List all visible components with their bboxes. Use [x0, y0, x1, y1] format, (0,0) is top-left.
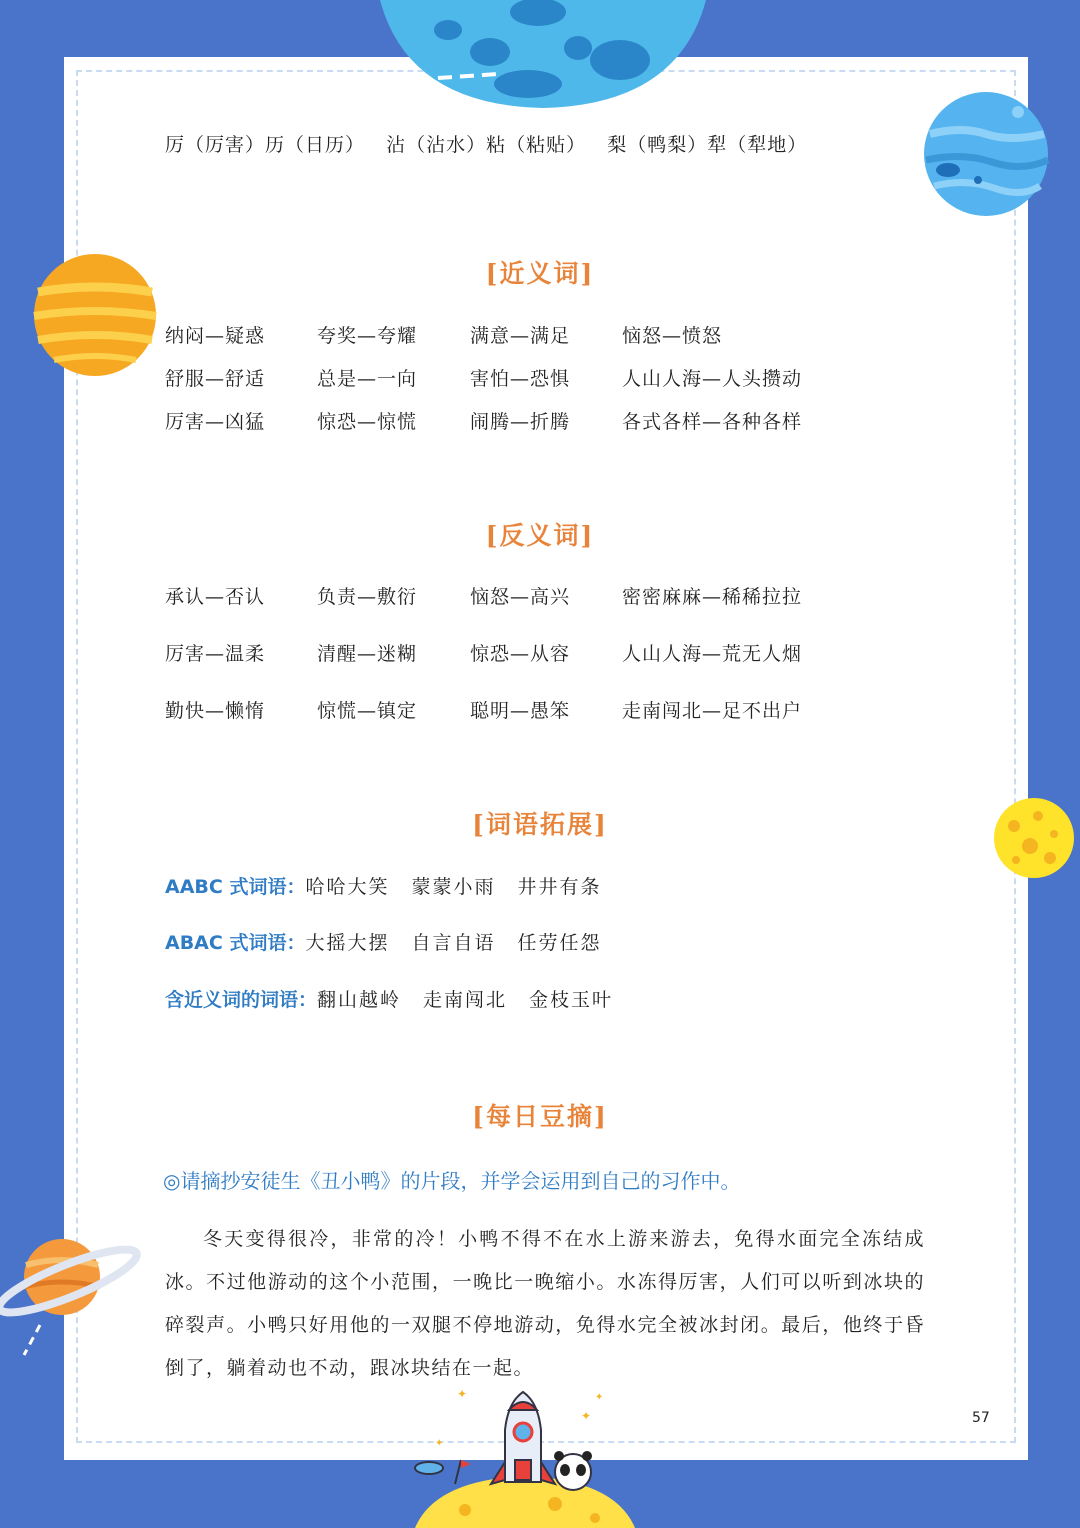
antonym-pair: 走南闯北—足不出户 [622, 700, 803, 722]
homophones-line: 厉（厉害）历（日历） 沾（沾水）粘（粘贴） 梨（鸭梨）犁（犁地） [165, 134, 808, 156]
synonym-pair: 人山人海—人头攒动 [622, 368, 803, 390]
synonym-pair: 夸奖—夸耀 [317, 325, 418, 347]
antonym-pair: 承认—否认 [165, 586, 266, 608]
synonym-pair: 舒服—舒适 [165, 368, 266, 390]
svg-text:✦: ✦ [595, 1392, 604, 1403]
extension-heading: [词语拓展] [472, 810, 608, 839]
antonym-pair: 负责—敷衍 [317, 586, 418, 608]
antonym-pair: 人山人海—荒无人烟 [622, 643, 803, 665]
svg-text:✦: ✦ [435, 1438, 444, 1449]
synonym-pair: 惊恐—惊慌 [317, 411, 418, 433]
daily-paragraph: 冬天变得很冷，非常的冷！小鸭不得不在水上游来游去，免得水面完全冻结成冰。不过他游动的这个小范围，一晚比一晚缩小。水冻得厉害，人们可以听到冰块的碎裂声。小鸭只好用他的一双腿不停地游动，免得水完全被冰封闭。最后，他终于昏倒了，躺着动也不动，跟冰块结在一起。 [165, 1228, 925, 1379]
extension-item-aabc [165, 872, 624, 899]
extension-word: 自言自语 [411, 932, 496, 954]
extension-word: 金枝玉叶 [529, 989, 614, 1011]
svg-text:✦: ✦ [581, 1409, 592, 1423]
synonym-pair: 厉害—凶猛 [165, 411, 266, 433]
daily-prompt: ◎请摘抄安徒生《丑小鸭》的片段，并学会运用到自己的习作中。 [163, 1169, 741, 1193]
svg-text:✦: ✦ [457, 1387, 468, 1401]
antonym-pair: 清醒—迷糊 [317, 643, 418, 665]
synonym-pair: 总是—一向 [317, 368, 418, 390]
extension-word: 翻山越岭 [317, 989, 402, 1011]
extension-item-abac [165, 928, 624, 955]
synonym-pair: 害怕—恐惧 [470, 368, 571, 390]
antonym-pair: 惊慌—镇定 [317, 700, 418, 722]
extension-label: ABAC 式词语： [165, 932, 306, 954]
synonym-pair: 恼怒—愤怒 [622, 325, 723, 347]
extension-word: 井井有条 [517, 876, 602, 898]
synonym-pair: 各式各样—各种各样 [622, 411, 803, 433]
daily-heading: [每日豆摘] [472, 1102, 608, 1131]
antonym-pair: 聪明—愚笨 [470, 700, 571, 722]
synonyms-heading: [近义词] [485, 259, 595, 288]
extension-word: 蒙蒙小雨 [411, 876, 496, 898]
antonym-pair: 厉害—温柔 [165, 643, 266, 665]
extension-word: 哈哈大笑 [305, 876, 390, 898]
synonym-pair: 满意—满足 [470, 325, 571, 347]
page-number: 57 [972, 1410, 990, 1426]
extension-label: AABC 式词语： [165, 876, 306, 898]
extension-word: 大摇大摆 [305, 932, 390, 954]
antonym-pair: 惊恐—从容 [470, 643, 571, 665]
synonym-pair: 纳闷—疑惑 [165, 325, 266, 347]
antonyms-heading: [反义词] [485, 521, 595, 550]
extension-word: 任劳任怨 [517, 932, 602, 954]
antonym-pair: 勤快—懒惰 [165, 700, 266, 722]
synonym-pair: 闹腾—折腾 [470, 411, 571, 433]
extension-label: 含近义词的词语： [165, 989, 318, 1011]
antonym-pair: 密密麻麻—稀稀拉拉 [622, 586, 803, 608]
antonym-pair: 恼怒—高兴 [470, 586, 571, 608]
extension-item-synonym-words [165, 985, 635, 1012]
extension-word: 走南闯北 [423, 989, 508, 1011]
